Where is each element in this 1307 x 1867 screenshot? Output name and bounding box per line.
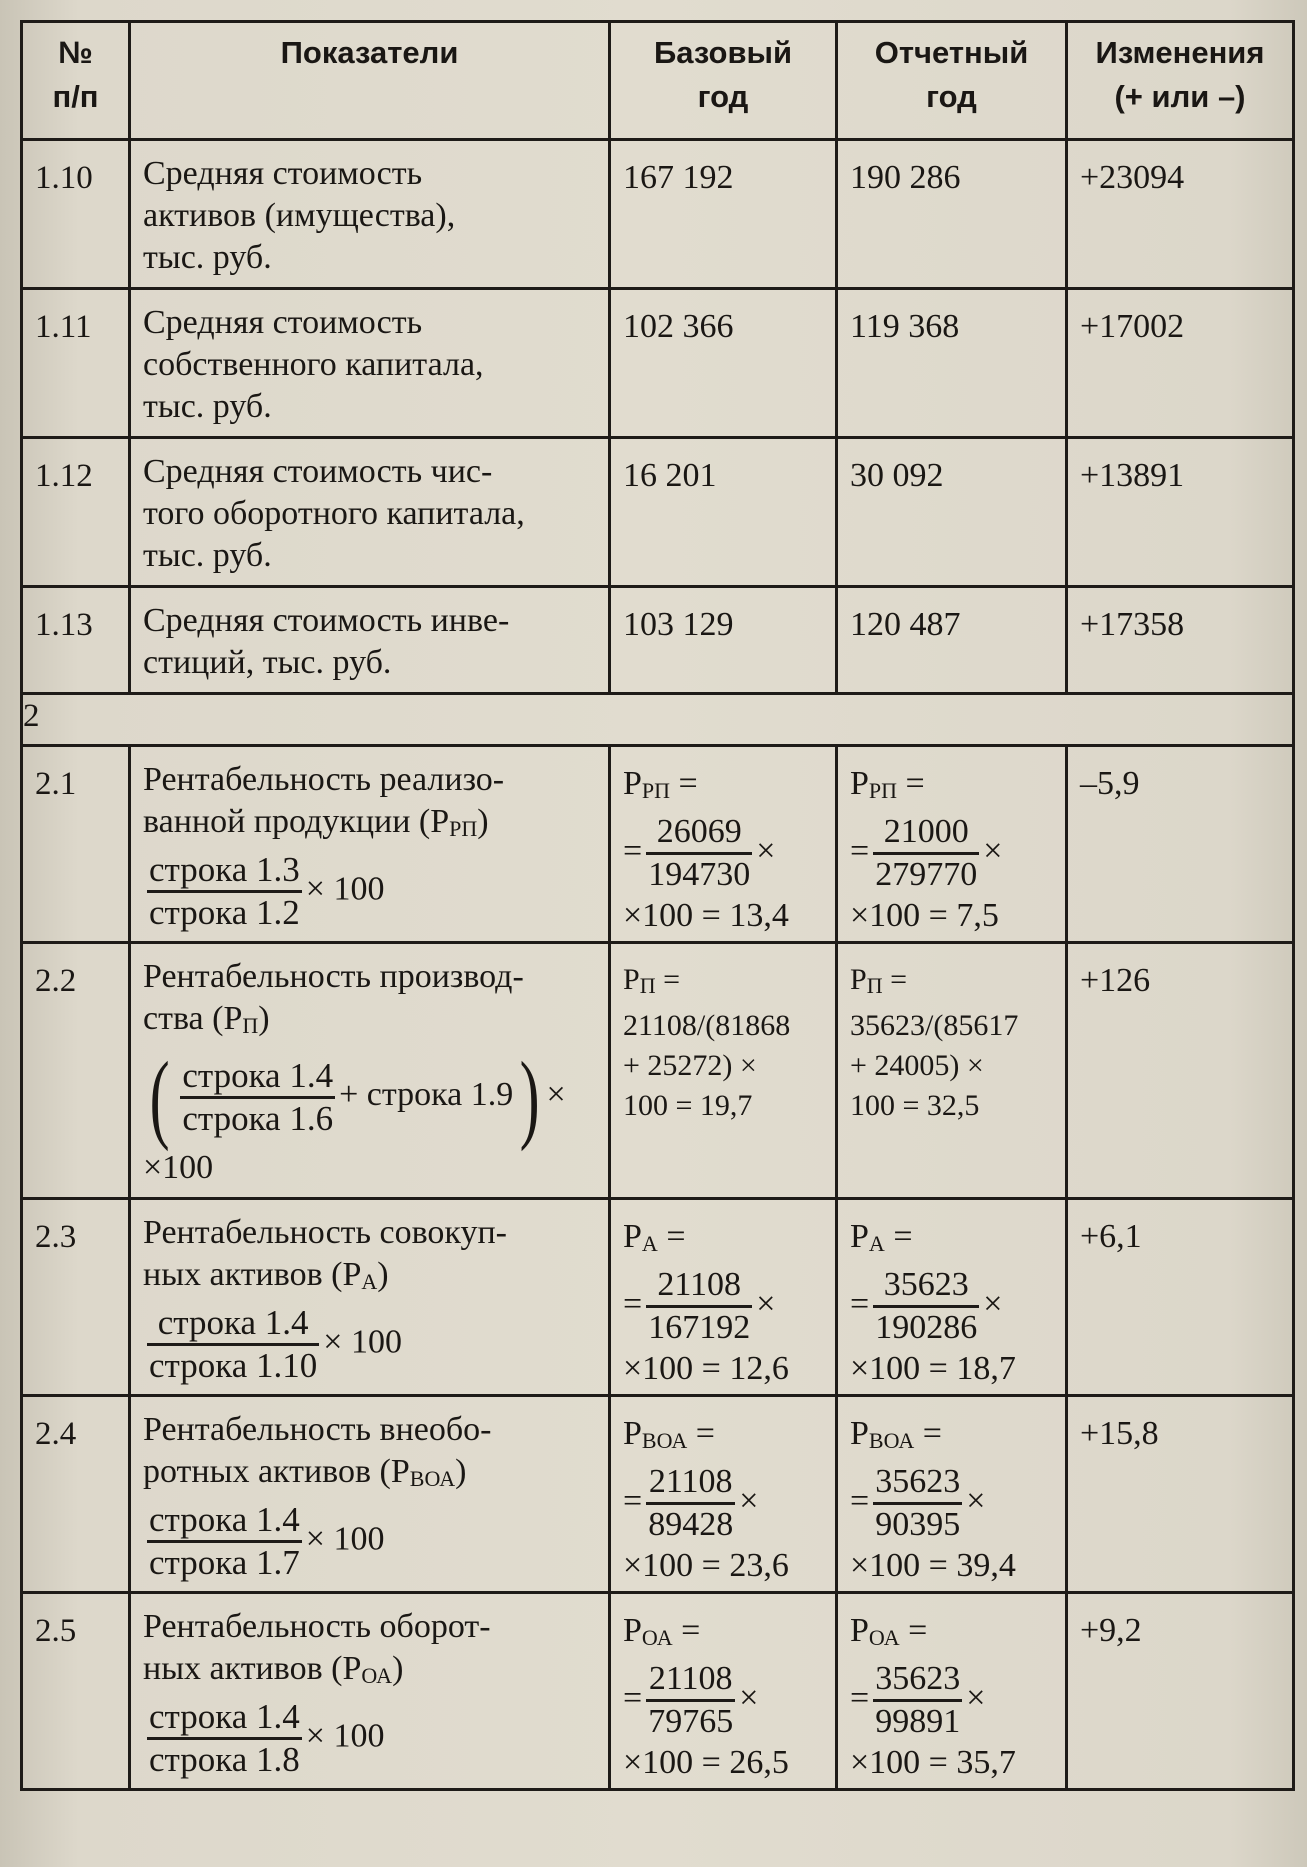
indicator-line: Средняя стоимость [143,155,423,192]
change-cell: +13891 [1067,438,1294,587]
indicator-line: активов (имущества), [143,197,456,234]
formula: ( $\frac{\text{строка 1.4}}{\text{строка 1.6}}$ + строка 1.9) × [149,1041,566,1152]
row-number: 1.11 [22,289,130,438]
header-row [22,22,1294,140]
row-number: 1.13 [22,587,130,694]
indicator-line: того оборотного капитала, [143,495,525,532]
base-year-cell: $Р_{РП}$ = = $\frac{26069}{194730}$ × ×100 = 13,4 [610,746,837,943]
formula: $\frac{\text{строка 1.4}}{\text{строка 1.10}}$ × 100 [149,1303,402,1385]
table-row [22,140,1294,289]
base-year-cell: 102 366 [610,289,837,438]
report-year-cell: 119 368 [837,289,1067,438]
report-year-cell: 30 092 [837,438,1067,587]
base-year-cell: $Р_{ВОА}$ = = $\frac{21108}{89428}$ × ×100 = 23,6 [610,1396,837,1593]
report-year-cell: 190 286 [837,140,1067,289]
change-cell: –5,9 [1067,746,1294,943]
indicator-line: ства $(Р_П)$ [143,1000,270,1038]
row-number: 2.1 [22,746,130,943]
indicator-cell [130,289,610,438]
report-year-cell: 120 487 [837,587,1067,694]
indicator-line: тыс. руб. [143,537,272,574]
indicator-line: ных активов $(Р_{ОА})$ [143,1650,404,1688]
indicator-line: Средняя стоимость [143,304,423,341]
table-row [22,587,1294,694]
indicator-line: тыс. руб. [143,388,272,425]
report-year-cell: $Р_{РП}$ = = $\frac{21000}{279770}$ × ×100 = 7,5 [837,746,1067,943]
formula: $\frac{\text{строка 1.4}}{\text{строка 1.8}}$ × 100 [149,1697,385,1779]
table-row [22,1199,1294,1396]
base-year-cell: 16 201 [610,438,837,587]
change-cell: +15,8 [1067,1396,1294,1593]
formula: $\frac{\text{строка 1.4}}{\text{строка 1.7}}$ × 100 [149,1500,385,1582]
indicator-line: тыс. руб. [143,239,272,276]
row-number: 1.12 [22,438,130,587]
header-base-year: Базовый год [610,22,837,140]
change-cell: +17002 [1067,289,1294,438]
indicator-line: Рентабельность реализо- [143,761,505,798]
section-number: 2 [22,694,1294,746]
table-row [22,746,1294,943]
indicator-line: ×100 [143,1149,214,1186]
change-cell: +6,1 [1067,1199,1294,1396]
indicator-line: Рентабельность внеобо- [143,1411,492,1448]
indicator-line: Средняя стоимость инве- [143,602,510,639]
base-year-cell: 167 192 [610,140,837,289]
indicator-line: Рентабельность оборот- [143,1608,491,1645]
indicator-cell [130,1199,610,1396]
indicator-cell [130,943,610,1199]
report-year-cell: $Р_А$ = = $\frac{35623}{190286}$ × ×100 = 18,7 [837,1199,1067,1396]
indicator-cell [130,746,610,943]
change-cell: +9,2 [1067,1593,1294,1790]
report-year-cell: $Р_{ВОА}$ = = $\frac{35623}{90395}$ × ×100 = 39,4 [837,1396,1067,1593]
change-cell: +126 [1067,943,1294,1199]
row-number: 2.5 [22,1593,130,1790]
indicator-cell [130,587,610,694]
table-row [22,1396,1294,1593]
formula: $\frac{\text{строка 1.3}}{\text{строка 1.2}}$ × 100 [149,850,385,932]
change-cell: +23094 [1067,140,1294,289]
header-report-year: Отчетный год [837,22,1067,140]
indicator-line: Рентабельность совокуп- [143,1214,507,1251]
indicator-cell [130,1593,610,1790]
indicator-line: ных активов $(Р_А)$ [143,1256,389,1294]
indicator-line: Рентабельность производ- [143,958,524,995]
table-row [22,438,1294,587]
base-year-cell: $Р_А$ = = $\frac{21108}{167192}$ × ×100 = 12,6 [610,1199,837,1396]
row-number: 2.3 [22,1199,130,1396]
indicator-line: ванной продукции $(Р_{РП})$ [143,803,489,841]
base-year-cell: $Р_П$ = 21108/(81868 + 25272) × 100 = 19,7 [610,943,837,1199]
section-row [22,694,1294,746]
header-indicator: Показатели [130,22,610,140]
profitability-table [20,20,1295,1791]
report-year-cell: $Р_{ОА}$ = = $\frac{35623}{99891}$ × ×100 = 35,7 [837,1593,1067,1790]
indicator-cell [130,140,610,289]
indicator-cell [130,1396,610,1593]
row-number: 1.10 [22,140,130,289]
table-row [22,1593,1294,1790]
row-number: 2.2 [22,943,130,1199]
header-num: № п/п [22,22,130,140]
indicator-line: ротных активов $(Р_{ВОА})$ [143,1453,467,1491]
indicator-cell [130,438,610,587]
base-year-cell: $Р_{ОА}$ = = $\frac{21108}{79765}$ × ×100 = 26,5 [610,1593,837,1790]
change-cell: +17358 [1067,587,1294,694]
report-year-cell: $Р_П$ = 35623/(85617 + 24005) × 100 = 32,5 [837,943,1067,1199]
table-row [22,943,1294,1199]
table-row [22,289,1294,438]
indicator-line: стиций, тыс. руб. [143,644,392,681]
header-change: Изменения (+ или –) [1067,22,1294,140]
indicator-line: собственного капитала, [143,346,484,383]
row-number: 2.4 [22,1396,130,1593]
indicator-line: Средняя стоимость чис- [143,453,493,490]
base-year-cell: 103 129 [610,587,837,694]
